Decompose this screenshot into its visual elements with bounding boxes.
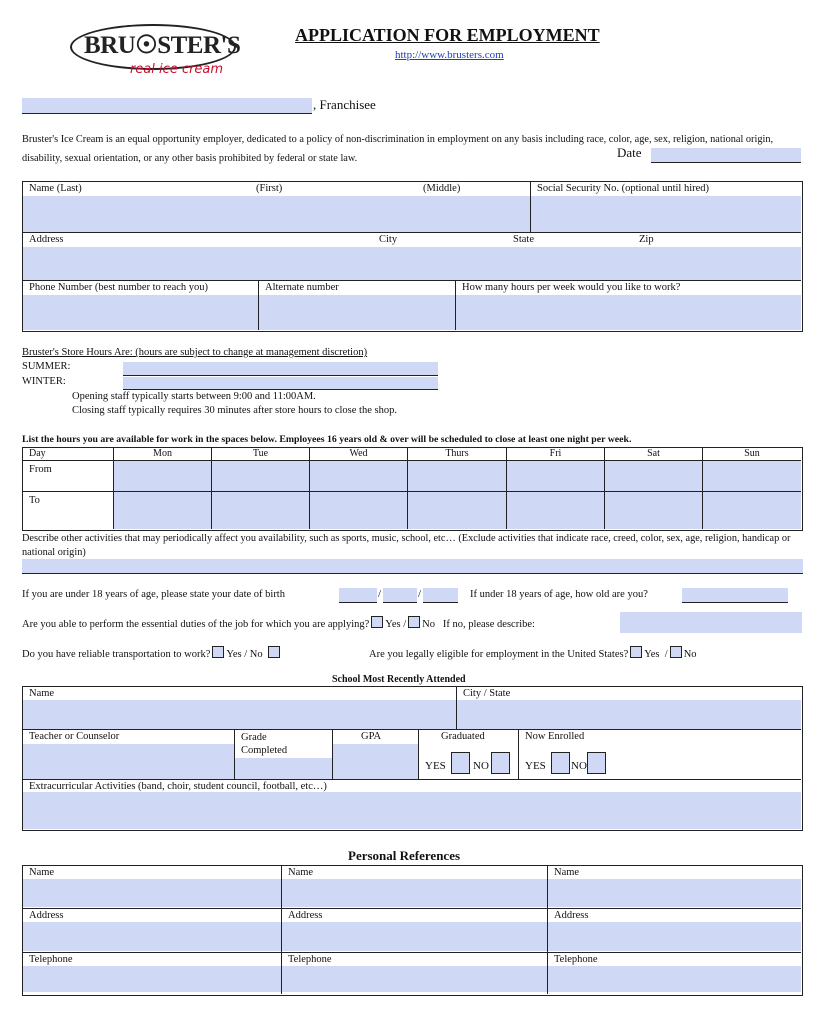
reference-3-name-cell xyxy=(548,866,801,909)
school-box xyxy=(22,686,803,831)
describe-label: If no, please describe: xyxy=(442,619,535,630)
reference-telephone-label: Telephone xyxy=(554,954,598,965)
transport-question xyxy=(22,646,282,660)
teacher-field[interactable] xyxy=(23,744,234,779)
availability-row-from xyxy=(23,461,114,492)
alt-phone-label: Alternate number xyxy=(265,282,339,293)
availability-row-to xyxy=(23,492,114,529)
reference-address-label: Address xyxy=(29,910,64,921)
reference-name-label: Name xyxy=(554,867,580,878)
closing-note: Closing staff typically requires 30 minutes after store hours to close the shop. xyxy=(72,405,397,416)
availability-table xyxy=(22,447,803,531)
date-label: Date xyxy=(617,145,642,160)
duties-no-checkbox[interactable] xyxy=(408,616,420,628)
availability-thurs-to-field[interactable] xyxy=(408,492,507,529)
logo xyxy=(70,22,241,82)
availability-mon-from-field[interactable] xyxy=(114,461,212,492)
graduated-no-checkbox[interactable] xyxy=(491,752,510,774)
school-name-cell xyxy=(23,687,457,730)
availability-heading: List the hours you are available for work in the spaces below. Employees 16 years old & over will be scheduled to close at least one night per week. xyxy=(22,434,632,445)
availability-wed-to-field[interactable] xyxy=(310,492,408,529)
address-label: Address xyxy=(29,234,64,245)
grade-label: Grade Completed xyxy=(241,732,288,756)
extracurricular-label: Extracurricular Activities (band, choir, student council, football, etc…) xyxy=(29,781,327,792)
eligible-label: Are you legally eligible for employment in the United States? xyxy=(369,649,629,660)
eligible-no-checkbox[interactable] xyxy=(670,646,682,658)
describe-field[interactable] xyxy=(620,612,802,633)
reference-2-name-cell xyxy=(282,866,548,909)
ssn-label: Social Security No. (optional until hired) xyxy=(537,183,710,194)
eligible-yes-label: Yes xyxy=(644,649,660,660)
availability-tue-to-field[interactable] xyxy=(212,492,310,529)
availability-header-mon: Mon xyxy=(114,448,212,461)
reference-2-name-field[interactable] xyxy=(282,879,547,907)
reference-3-telephone-field[interactable] xyxy=(548,966,801,992)
date-field[interactable] xyxy=(651,148,801,163)
activities-description: Describe other activities that may periodically affect you availability, such as sports, music, school, etc… (Exclude activities that indicate race, creed, color, sex, age, religion, handicap or national origin) xyxy=(22,533,791,558)
availability-header-tue: Tue xyxy=(212,448,310,461)
reference-1-address-field[interactable] xyxy=(23,922,281,951)
reference-1-telephone-field[interactable] xyxy=(23,966,281,992)
reference-1-name-field[interactable] xyxy=(23,879,281,907)
availability-header-wed: Wed xyxy=(310,448,408,461)
dob-year-field[interactable] xyxy=(423,588,458,603)
transport-label: Do you have reliable transportation to work? xyxy=(22,649,211,660)
availability-fri-to-field[interactable] xyxy=(507,492,605,529)
state-label: State xyxy=(513,234,534,245)
franchisee-label: , Franchisee xyxy=(313,97,376,112)
availability-header-fri: Fri xyxy=(507,448,605,461)
duties-no-label: No xyxy=(422,619,435,630)
extracurricular-field[interactable] xyxy=(23,792,801,829)
availability-header-sun: Sun xyxy=(703,448,801,461)
transport-yes-no-label: Yes / No xyxy=(226,649,263,660)
reference-1-address-cell xyxy=(23,909,282,953)
gpa-label: GPA xyxy=(361,731,382,742)
duties-label: Are you able to perform the essential duties of the job for which you are applying? xyxy=(22,619,370,630)
ssn-cell xyxy=(531,182,801,233)
phone-cell xyxy=(23,281,259,330)
dob-label: If you are under 18 years of age, please state your date of birth xyxy=(22,589,285,600)
phone-label: Phone Number (best number to reach you) xyxy=(29,282,209,293)
grade-field[interactable] xyxy=(235,758,332,779)
reference-2-telephone-field[interactable] xyxy=(282,966,547,992)
reference-name-label: Name xyxy=(29,867,55,878)
gpa-cell xyxy=(333,730,419,780)
activities-field[interactable] xyxy=(22,559,803,574)
dob-sep-1: / xyxy=(378,588,382,600)
reference-2-telephone-cell xyxy=(282,953,548,994)
dob-month-field[interactable] xyxy=(339,588,377,603)
winter-label: WINTER: xyxy=(22,376,66,387)
name-first-label: (First) xyxy=(256,183,283,194)
availability-thurs-from-field[interactable] xyxy=(408,461,507,492)
availability-mon-to-field[interactable] xyxy=(114,492,212,529)
enrolled-label: Now Enrolled xyxy=(525,731,585,742)
eligible-no-label: No xyxy=(683,649,697,660)
name-cell xyxy=(23,182,531,233)
opening-note: Opening staff typically starts between 9:00 and 11:00AM. xyxy=(72,391,316,402)
personal-info-box xyxy=(22,181,803,332)
enrolled-no-checkbox[interactable] xyxy=(587,752,606,774)
reference-2-address-cell xyxy=(282,909,548,953)
reference-1-telephone-cell xyxy=(23,953,282,994)
school-name-label: Name xyxy=(29,688,55,699)
availability-row-label: To xyxy=(29,495,40,506)
ssn-field[interactable] xyxy=(531,196,801,232)
page-title: APPLICATION FOR EMPLOYMENT xyxy=(295,25,600,45)
alt-phone-field[interactable] xyxy=(259,295,455,330)
grade-cell xyxy=(235,730,333,780)
alt-phone-cell xyxy=(259,281,456,330)
availability-sun-to-field[interactable] xyxy=(703,492,801,529)
school-city-cell xyxy=(457,687,801,730)
logo-tagline: real ice cream xyxy=(130,62,224,77)
eligible-question xyxy=(369,646,697,660)
name-middle-label: (Middle) xyxy=(423,183,461,194)
school-city-field[interactable] xyxy=(457,700,801,729)
graduated-yes-label: YES xyxy=(425,760,446,772)
address-cell xyxy=(23,233,801,281)
references-box xyxy=(22,865,803,996)
graduated-cell xyxy=(419,730,519,780)
reference-2-address-field[interactable] xyxy=(282,922,547,951)
enrolled-no-label: NO xyxy=(571,760,587,772)
reference-3-name-field[interactable] xyxy=(548,879,801,907)
age-field[interactable] xyxy=(682,588,788,603)
store-hours-heading: Bruster's Store Hours Are: (hours are subject to change at management discretion) xyxy=(22,347,368,358)
availability-row-label: From xyxy=(29,464,52,475)
reference-address-label: Address xyxy=(554,910,589,921)
eeo-statement: Bruster's Ice Cream is an equal opportunity employer, dedicated to a policy of non-discrimination in employment on any basis including race, color, age, sex, religion, national origin, disability, sexual orientation, or any other basis prohibited by federal or state law. xyxy=(22,134,774,164)
dob-sep-2: / xyxy=(418,588,422,600)
availability-wed-from-field[interactable] xyxy=(310,461,408,492)
enrolled-yes-label: YES xyxy=(525,760,546,772)
availability-sat-from-field[interactable] xyxy=(605,461,703,492)
reference-name-label: Name xyxy=(288,867,314,878)
extracurricular-cell xyxy=(23,780,801,829)
availability-header-sat: Sat xyxy=(605,448,703,461)
transport-yes-checkbox[interactable] xyxy=(212,646,224,658)
duties-yes-label: Yes xyxy=(385,619,401,630)
reference-telephone-label: Telephone xyxy=(288,954,332,965)
availability-tue-from-field[interactable] xyxy=(212,461,310,492)
school-name-field[interactable] xyxy=(23,700,456,729)
teacher-label: Teacher or Counselor xyxy=(29,731,120,742)
franchisee-field[interactable] xyxy=(22,98,312,114)
availability-header-day: Day xyxy=(23,448,114,461)
dob-day-field[interactable] xyxy=(383,588,417,603)
summer-hours-field[interactable] xyxy=(123,362,438,376)
city-label: City xyxy=(379,234,398,245)
availability-sun-from-field[interactable] xyxy=(703,461,801,492)
graduated-yes-checkbox[interactable] xyxy=(451,752,470,774)
age-label: If under 18 years of age, how old are you? xyxy=(470,589,648,600)
address-field[interactable] xyxy=(23,247,801,280)
reference-address-label: Address xyxy=(288,910,323,921)
reference-3-address-cell xyxy=(548,909,801,953)
phone-field[interactable] xyxy=(23,295,258,330)
reference-3-telephone-cell xyxy=(548,953,801,994)
winter-hours-field[interactable] xyxy=(123,377,438,390)
website-link[interactable]: http://www.brusters.com xyxy=(395,49,504,61)
transport-no-checkbox[interactable] xyxy=(268,646,280,658)
eligible-yes-checkbox[interactable] xyxy=(630,646,642,658)
availability-header-thurs: Thurs xyxy=(408,448,507,461)
duties-question: Are you able to perform the essential duties of the job for which you are applying? Yes / No If no, please describe: xyxy=(22,616,535,630)
graduated-no-label: NO xyxy=(473,760,489,772)
hours-per-week-field[interactable] xyxy=(456,295,801,330)
reference-1-name-cell xyxy=(23,866,282,909)
name-field[interactable] xyxy=(23,196,530,232)
reference-3-address-field[interactable] xyxy=(548,922,801,951)
zip-label: Zip xyxy=(639,234,654,245)
school-city-label: City / State xyxy=(463,688,511,699)
school-heading: School Most Recently Attended xyxy=(332,674,466,685)
hours-per-week-label: How many hours per week would you like to work? xyxy=(462,282,681,293)
reference-telephone-label: Telephone xyxy=(29,954,73,965)
enrolled-yes-checkbox[interactable] xyxy=(551,752,570,774)
gpa-field[interactable] xyxy=(333,744,418,779)
summer-label: SUMMER: xyxy=(22,361,71,372)
availability-sat-to-field[interactable] xyxy=(605,492,703,529)
logo-wordmark: BRU☉STER'S xyxy=(84,32,241,59)
name-last-label: Name (Last) xyxy=(29,183,82,194)
teacher-cell xyxy=(23,730,235,780)
graduated-label: Graduated xyxy=(441,731,485,742)
duties-yes-checkbox[interactable] xyxy=(371,616,383,628)
eligible-slash: / xyxy=(664,649,668,660)
hours-per-week-cell xyxy=(456,281,801,330)
references-heading: Personal References xyxy=(348,848,461,863)
availability-fri-from-field[interactable] xyxy=(507,461,605,492)
enrolled-cell xyxy=(519,730,801,780)
